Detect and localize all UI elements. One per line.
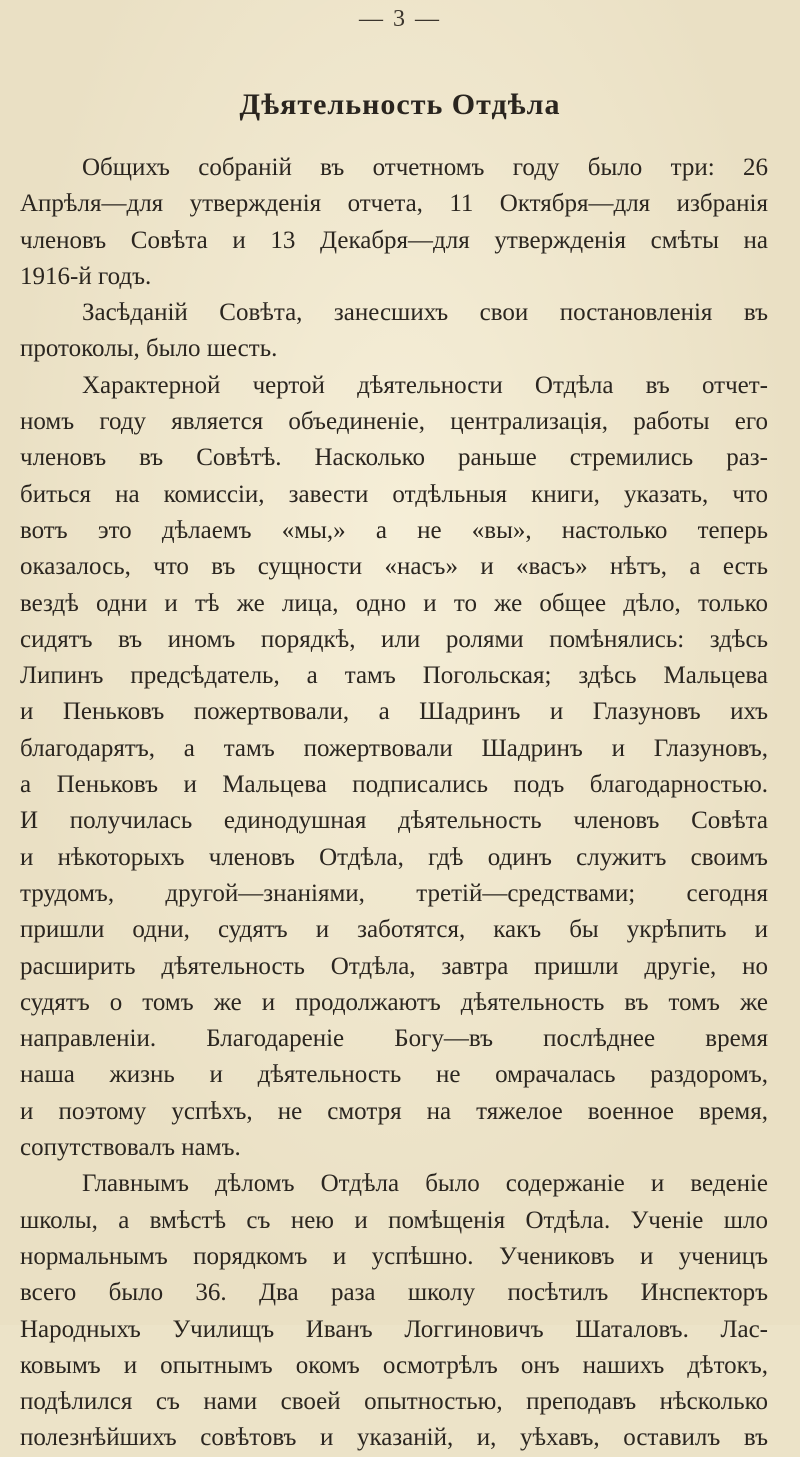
text-line: всего было 36. Два раза школу посѣтилъ Инспекторъ bbox=[20, 1279, 768, 1307]
text-line: членовъ Совѣта и 13 Декабря—для утвержденія смѣты на bbox=[20, 226, 768, 254]
text-line: 1916-й годъ. bbox=[20, 262, 152, 290]
text-line: и нѣкоторыхъ членовъ Отдѣла, гдѣ одинъ служитъ своимъ bbox=[20, 843, 768, 871]
text-line: нормальнымъ порядкомъ и успѣшно. Учениковъ и ученицъ bbox=[20, 1242, 768, 1270]
text-line: направленіи. Благодареніе Богу—въ послѣднее время bbox=[20, 1025, 768, 1053]
text-line: протоколы, было шесть. bbox=[20, 335, 278, 363]
section-title: Дѣятельность Отдѣла bbox=[239, 88, 561, 121]
text-line: сопутствовалъ намъ. bbox=[20, 1134, 241, 1162]
text-line: Главнымъ дѣломъ Отдѣла было содержаніе и веденіе bbox=[82, 1170, 768, 1198]
text-line: номъ году является объединеніе, централизація, работы его bbox=[20, 408, 768, 436]
text-line: и поэтому успѣхъ, не смотря на тяжелое военное время, bbox=[20, 1097, 768, 1125]
text-line: наша жизнь и дѣятельность не омрачалась раздоромъ, bbox=[20, 1061, 768, 1089]
text-line: И получилась единодушная дѣятельность членовъ Совѣта bbox=[20, 807, 768, 835]
text-line: сидятъ въ иномъ порядкѣ, или ролями помѣнялись: здѣсь bbox=[20, 625, 768, 653]
text-line: трудомъ, другой—знаніями, третій—средствами; сегодня bbox=[20, 879, 768, 907]
text-line: Липинъ предсѣдатель, а тамъ Погольская; здѣсь Мальцева bbox=[20, 662, 768, 690]
text-line: Характерной чертой дѣятельности Отдѣла въ отчет- bbox=[82, 371, 768, 399]
text-line: судятъ о томъ же и продолжаютъ дѣятельность въ томъ же bbox=[20, 988, 768, 1016]
text-line: членовъ въ Совѣтѣ. Насколько раньше стремились раз- bbox=[20, 444, 768, 472]
text-line: Засѣданій Совѣта, занесшихъ свои постановленія въ bbox=[82, 299, 768, 327]
page-number: — 3 — bbox=[359, 6, 441, 32]
text-line: Народныхъ Училищъ Иванъ Логгиновичъ Шаталовъ. Лас- bbox=[20, 1315, 768, 1343]
text-line: пришли одни, судятъ и заботятся, какъ бы укрѣпить и bbox=[20, 916, 768, 944]
text-line: Апрѣля—для утвержденія отчета, 11 Октября—для избранія bbox=[20, 190, 768, 218]
text-line: расширить дѣятельность Отдѣла, завтра пришли другіе, но bbox=[20, 952, 768, 980]
text-line: ковымъ и опытнымъ окомъ осмотрѣлъ онъ нашихъ дѣтокъ, bbox=[20, 1351, 768, 1379]
text-line: благодарятъ, а тамъ пожертвовали Шадринъ и Глазуновъ, bbox=[20, 734, 768, 762]
body-text bbox=[20, 150, 768, 1457]
text-line: Общихъ собраній въ отчетномъ году было три: 26 bbox=[82, 154, 768, 181]
text-line: вездѣ одни и тѣ же лица, одно и то же общее дѣло, только bbox=[20, 589, 768, 617]
text-line: полезнѣйшихъ совѣтовъ и указаній, и, уѣхавъ, оставилъ въ bbox=[20, 1424, 768, 1452]
text-line: школы, а вмѣстѣ съ нею и помѣщенія Отдѣла. Ученіе шло bbox=[20, 1206, 768, 1234]
text-line: оказалось, что въ сущности «насъ» и «васъ» нѣтъ, а есть bbox=[20, 553, 768, 581]
text-line: биться на комиссіи, завести отдѣльныя книги, указать, что bbox=[20, 480, 768, 508]
text-line: и Пеньковъ пожертвовали, а Шадринъ и Глазуновъ ихъ bbox=[20, 698, 768, 726]
text-line: подѣлился съ нами своей опытностью, преподавъ нѣсколько bbox=[20, 1388, 768, 1416]
text-line: вотъ это дѣлаемъ «мы,» а не «вы», настолько теперь bbox=[20, 516, 768, 544]
text-line: а Пеньковъ и Мальцева подписались подъ благодарностью. bbox=[20, 771, 768, 799]
